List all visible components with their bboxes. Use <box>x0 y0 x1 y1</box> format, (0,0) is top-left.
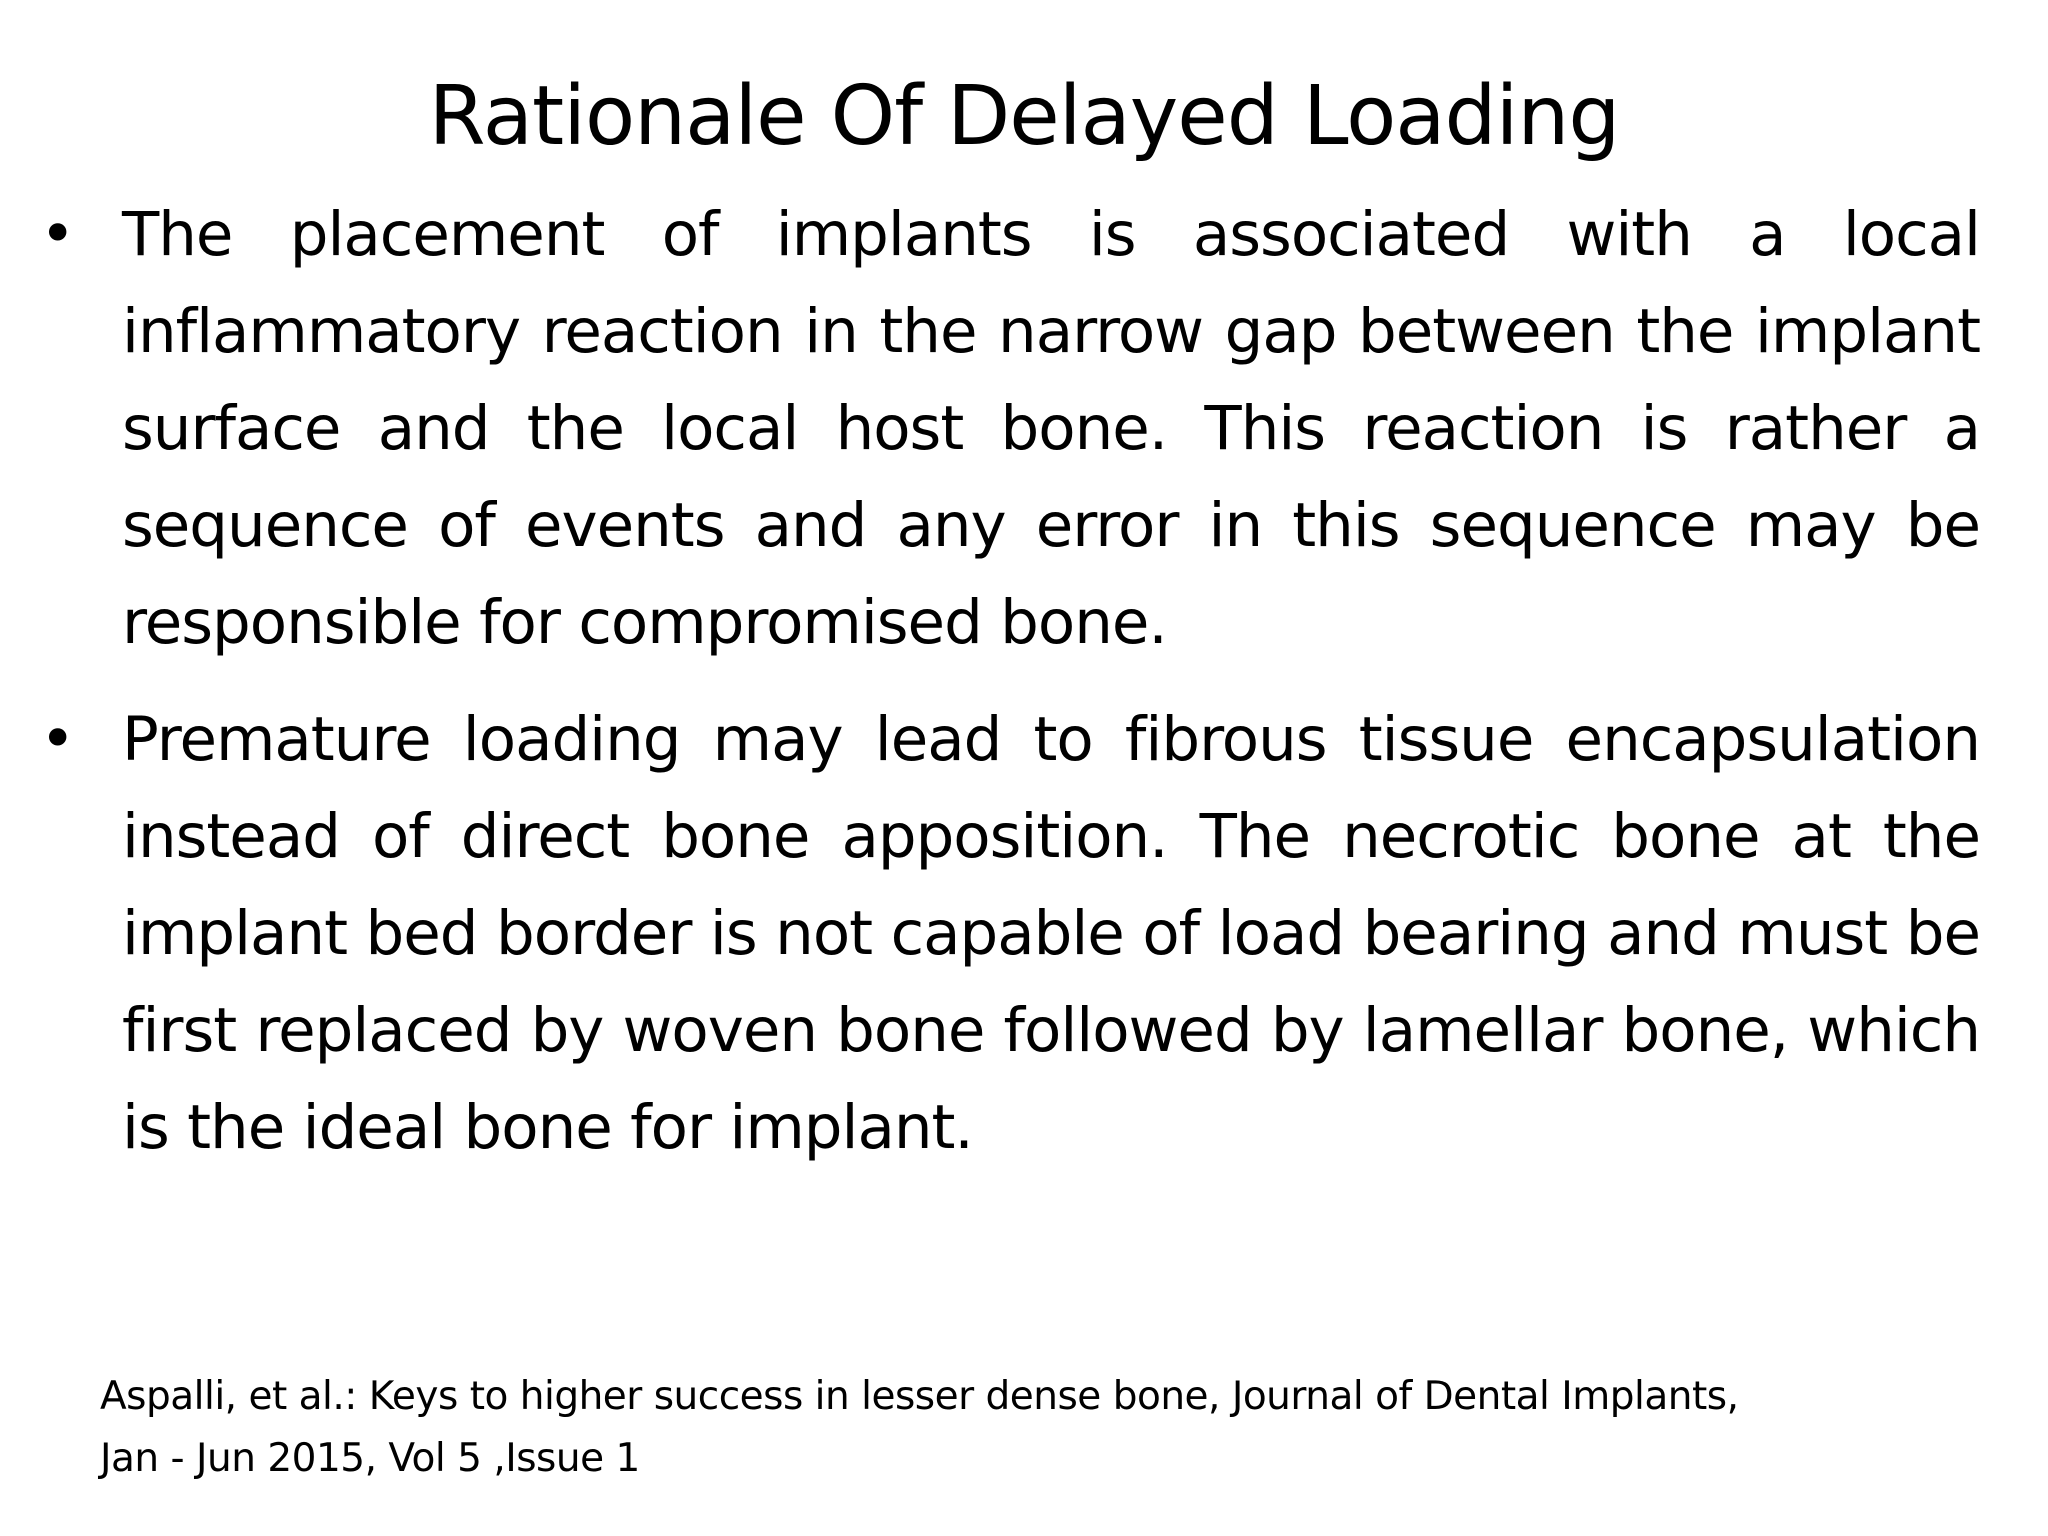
bullet-list <box>40 186 1980 1196</box>
bullet-marker: • <box>40 704 76 774</box>
bullet-marker: • <box>40 199 76 269</box>
bullet-item <box>40 186 1980 671</box>
bullet-text: Premature loading may lead to fibrous tissue encapsulation instead of direct bone apposition. The necrotic bone at the implant bed border is not capable of load bearing and must be first replaced by woven bone followed by lamellar bone, which is the ideal bone for implant. <box>122 704 1980 1163</box>
bullet-text: The placement of implants is associated with a local inflammatory reaction in the narrow gap between the implant surface and the local host bone. This reaction is rather a sequence of events and any error in this sequence may be responsible for compromised bone. <box>122 199 1980 658</box>
bullet-item <box>40 691 1980 1176</box>
citation <box>100 1366 1960 1490</box>
citation-line-1: Aspalli, et al.: Keys to higher success in lesser dense bone, Journal of Dental Implants, <box>100 1374 1739 1419</box>
citation-line-2: Jan - Jun 2015, Vol 5 ,Issue 1 <box>100 1436 640 1481</box>
slide-title: Rationale Of Delayed Loading <box>428 69 1620 164</box>
